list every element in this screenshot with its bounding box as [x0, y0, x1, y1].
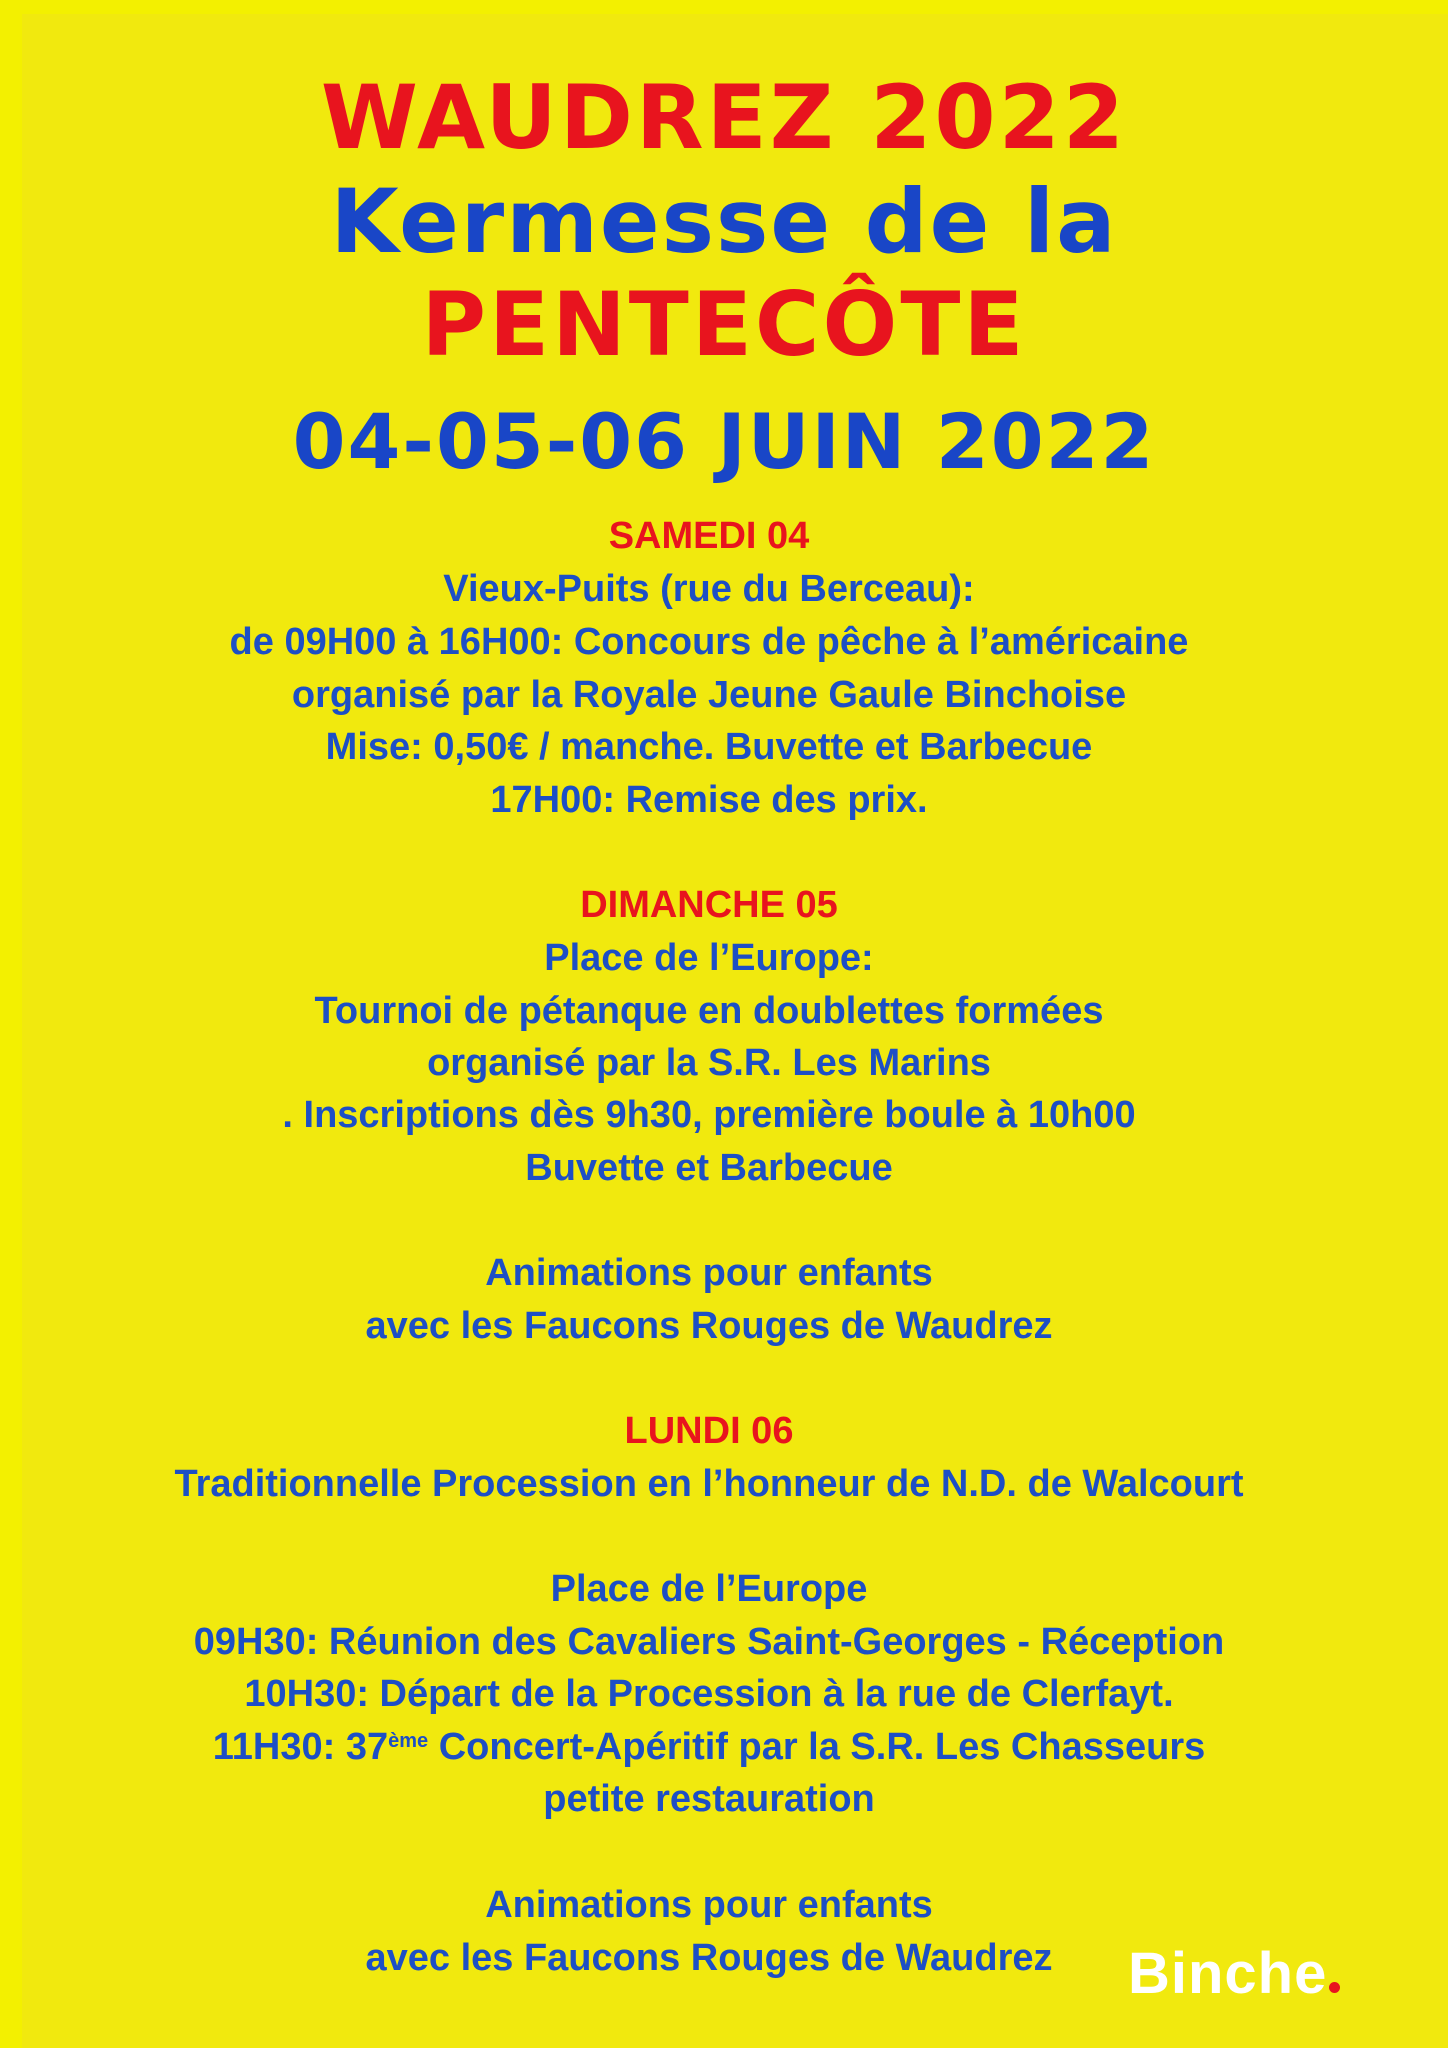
samedi-line: Vieux-Puits (rue du Berceau): [443, 568, 975, 610]
lundi-depart: 10H30: Départ de la Procession à la rue de Clerfayt. [244, 1673, 1174, 1715]
samedi-line: Mise: 0,50€ / manche. Buvette et Barbecue [325, 726, 1093, 768]
dimanche-animations: Animations pour enfants [485, 1252, 933, 1294]
lundi-reunion: 09H30: Réunion des Cavaliers Saint-Georges - Réception [193, 1621, 1225, 1663]
dimanche-line: Tournoi de pétanque en doublettes formées [314, 990, 1104, 1032]
lundi-procession: Traditionnelle Procession en l’honneur de N.D. de Walcourt [174, 1463, 1244, 1505]
dimanche-line: . Inscriptions dès 9h30, première boule à 10h00 [282, 1094, 1136, 1136]
logo-dot-icon [1329, 1982, 1340, 1993]
samedi-line: 17H00: Remise des prix. [490, 779, 928, 821]
binche-logo [1128, 1940, 1340, 2007]
title-pentecote: PENTECÔTE [421, 273, 1027, 376]
dimanche-line: Place de l’Europe: [544, 937, 874, 979]
dimanche-line: Buvette et Barbecue [525, 1147, 893, 1189]
day-heading-samedi: SAMEDI 04 [608, 515, 810, 557]
concert-suffix: Concert-Apéritif par la S.R. Les Chasseurs [428, 1726, 1206, 1768]
title-kermesse: Kermesse de la [330, 170, 1118, 273]
day-heading-lundi: LUNDI 06 [624, 1410, 794, 1452]
concert-prefix: 11H30: 37 [212, 1726, 389, 1768]
dimanche-line: organisé par la S.R. Les Marins [427, 1042, 991, 1084]
concert-ordinal: ème [388, 1730, 429, 1752]
lundi-animations: Animations pour enfants [485, 1884, 933, 1926]
lundi-concert [0, 1724, 1418, 1770]
samedi-line: organisé par la Royale Jeune Gaule Binchoise [291, 674, 1127, 716]
dimanche-animations: avec les Faucons Rouges de Waudrez [365, 1305, 1053, 1347]
lundi-place: Place de l’Europe [550, 1568, 868, 1610]
day-heading-dimanche: DIMANCHE 05 [580, 884, 838, 926]
lundi-animations: avec les Faucons Rouges de Waudrez [365, 1937, 1053, 1979]
title-waudrez: WAUDREZ 2022 [320, 66, 1128, 169]
lundi-restauration: petite restauration [543, 1778, 875, 1820]
logo-text: Binche [1128, 1941, 1328, 2006]
top-edge [0, 0, 1448, 14]
samedi-line: de 09H00 à 16H00: Concours de pêche à l’américaine [229, 621, 1189, 663]
event-dates: 04-05-06 JUIN 2022 [292, 397, 1156, 486]
